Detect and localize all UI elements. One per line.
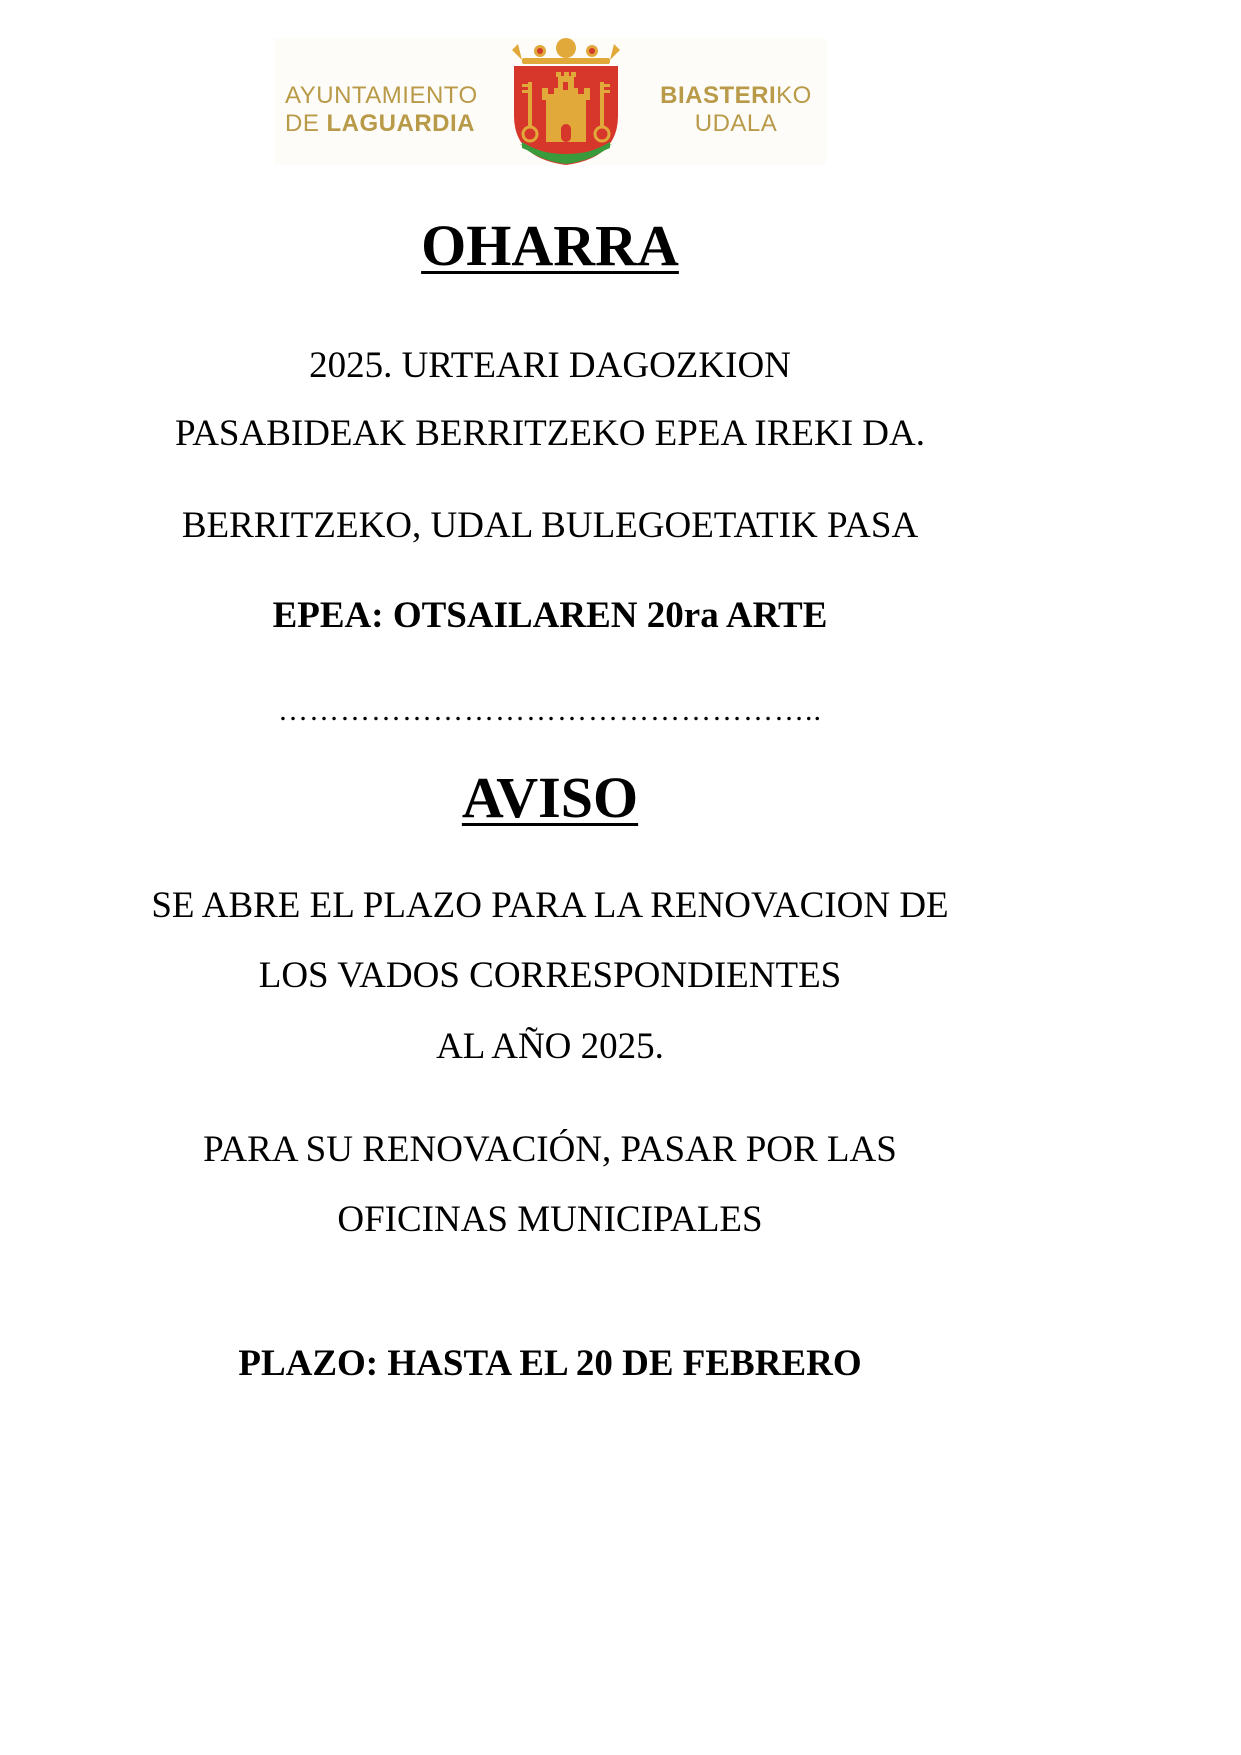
separator-dots: …………………………………………….. xyxy=(278,694,822,727)
oharra-deadline: EPEA: OTSAILAREN 20ra ARTE xyxy=(272,595,828,636)
aviso-line-1: SE ABRE EL PLAZO PARA LA RENOVACION DE xyxy=(151,885,949,926)
logo-right-line1: BIASTERIKO xyxy=(660,82,812,109)
logo-left-line1: AYUNTAMIENTO xyxy=(285,82,478,109)
oharra-title: OHARRA xyxy=(421,213,679,278)
logo-left-line2: DE LAGUARDIA xyxy=(285,110,476,137)
laguardia-coat-of-arms-icon xyxy=(508,38,624,165)
logo-text-basque xyxy=(658,82,814,138)
oharra-line-2: PASABIDEAK BERRITZEKO EPEA IREKI DA. xyxy=(175,413,925,454)
aviso-line-3: AL AÑO 2025. xyxy=(436,1026,664,1067)
logo-right-line2: UDALA xyxy=(694,110,778,137)
aviso-deadline: PLAZO: HASTA EL 20 DE FEBRERO xyxy=(238,1343,862,1384)
aviso-title: AVISO xyxy=(461,765,639,830)
logo-text-spanish xyxy=(285,82,478,138)
oharra-line-3: BERRITZEKO, UDAL BULEGOETATIK PASA xyxy=(181,505,919,546)
aviso-line-2: LOS VADOS CORRESPONDIENTES xyxy=(258,955,842,996)
oharra-line-1: 2025. URTEARI DAGOZKION xyxy=(309,345,791,386)
aviso-line-4: PARA SU RENOVACIÓN, PASAR POR LAS xyxy=(203,1129,897,1170)
aviso-line-5: OFICINAS MUNICIPALES xyxy=(337,1199,763,1240)
